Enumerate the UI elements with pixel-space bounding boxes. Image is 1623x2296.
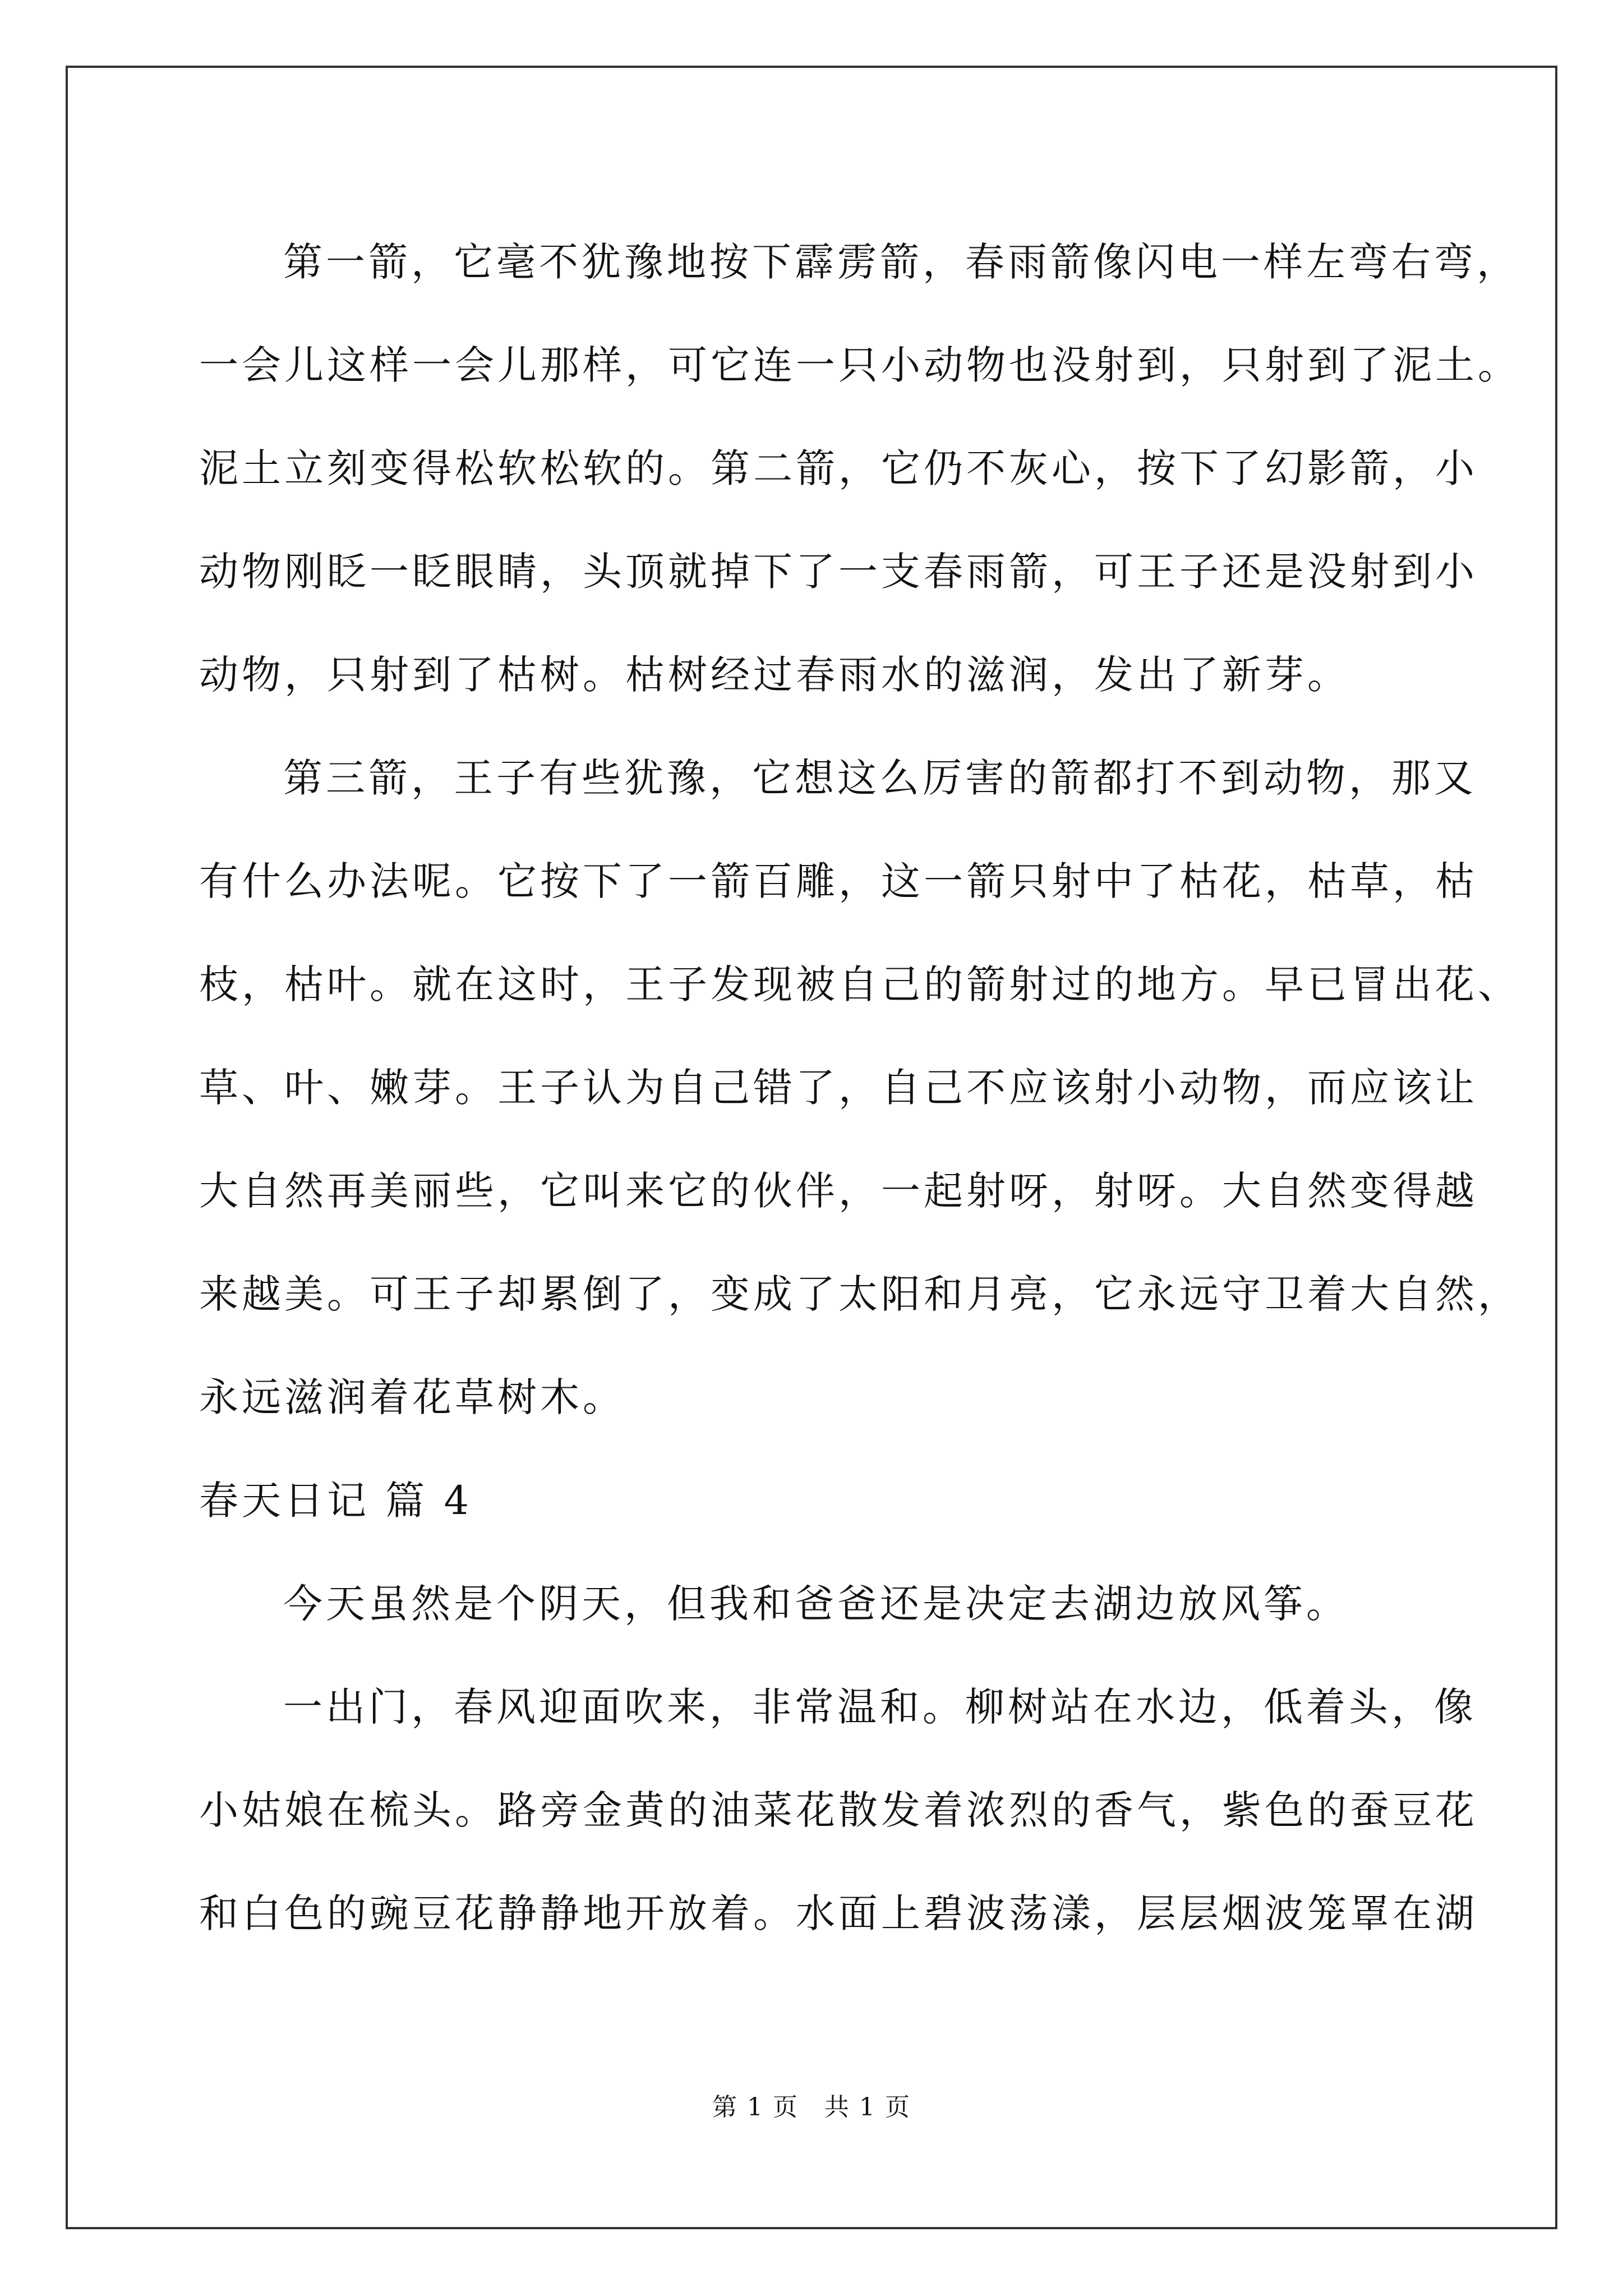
text-line: 来越美。可王子却累倒了，变成了太阳和月亮，它永远守卫着大自然， [199, 1271, 1520, 1317]
text-line: 动物，只射到了枯树。枯树经过春雨水的滋润，发出了新芽。 [199, 652, 1350, 698]
text-line: 草、叶、嫩芽。王子认为自己错了，自己不应该射小动物，而应该让 [199, 1065, 1478, 1111]
text-line: 动物刚眨一眨眼睛，头顶就掉下了一支春雨箭，可王子还是没射到小 [199, 549, 1478, 595]
section-heading: 春天日记 篇 4 [199, 1478, 473, 1524]
text-line: 今天虽然是个阴天，但我和爸爸还是决定去湖边放风筝。 [283, 1581, 1349, 1627]
text-line: 第一箭，它毫不犹豫地按下霹雳箭，春雨箭像闪电一样左弯右弯， [283, 239, 1519, 285]
text-line: 枝，枯叶。就在这时，王子发现被自己的箭射过的地方。早已冒出花、 [199, 961, 1520, 1007]
text-line: 一出门，春风迎面吹来，非常温和。柳树站在水边，低着头，像 [283, 1684, 1477, 1730]
paragraph-2 [199, 726, 1520, 1449]
text-line: 小姑娘在梳头。路旁金黄的油菜花散发着浓烈的香气，紫色的蚕豆花 [199, 1787, 1478, 1833]
text-line: 永远滋润着花草树木。 [199, 1374, 625, 1420]
paragraph-3 [199, 1552, 1433, 1655]
document-body [199, 210, 1520, 1965]
text-line: 和白色的豌豆花静静地开放着。水面上碧波荡漾，层层烟波笼罩在湖 [199, 1890, 1478, 1936]
text-line: 第三箭，王子有些犹豫，它想这么厉害的箭都打不到动物，那又 [283, 755, 1477, 801]
page-footer: 第 1 页 共 1 页 [712, 2093, 911, 2122]
text-line: 大自然再美丽些，它叫来它的伙伴，一起射呀，射呀。大自然变得越 [199, 1168, 1478, 1214]
text-line: 有什么办法呢。它按下了一箭百雕，这一箭只射中了枯花，枯草，枯 [199, 858, 1478, 904]
text-line: 泥土立刻变得松软松软的。第二箭，它仍不灰心，按下了幻影箭，小 [199, 445, 1478, 491]
paragraph-4 [199, 1655, 1478, 1965]
text-line: 一会儿这样一会儿那样，可它连一只小动物也没射到，只射到了泥土。 [199, 342, 1520, 388]
paragraph-1 [199, 210, 1520, 726]
